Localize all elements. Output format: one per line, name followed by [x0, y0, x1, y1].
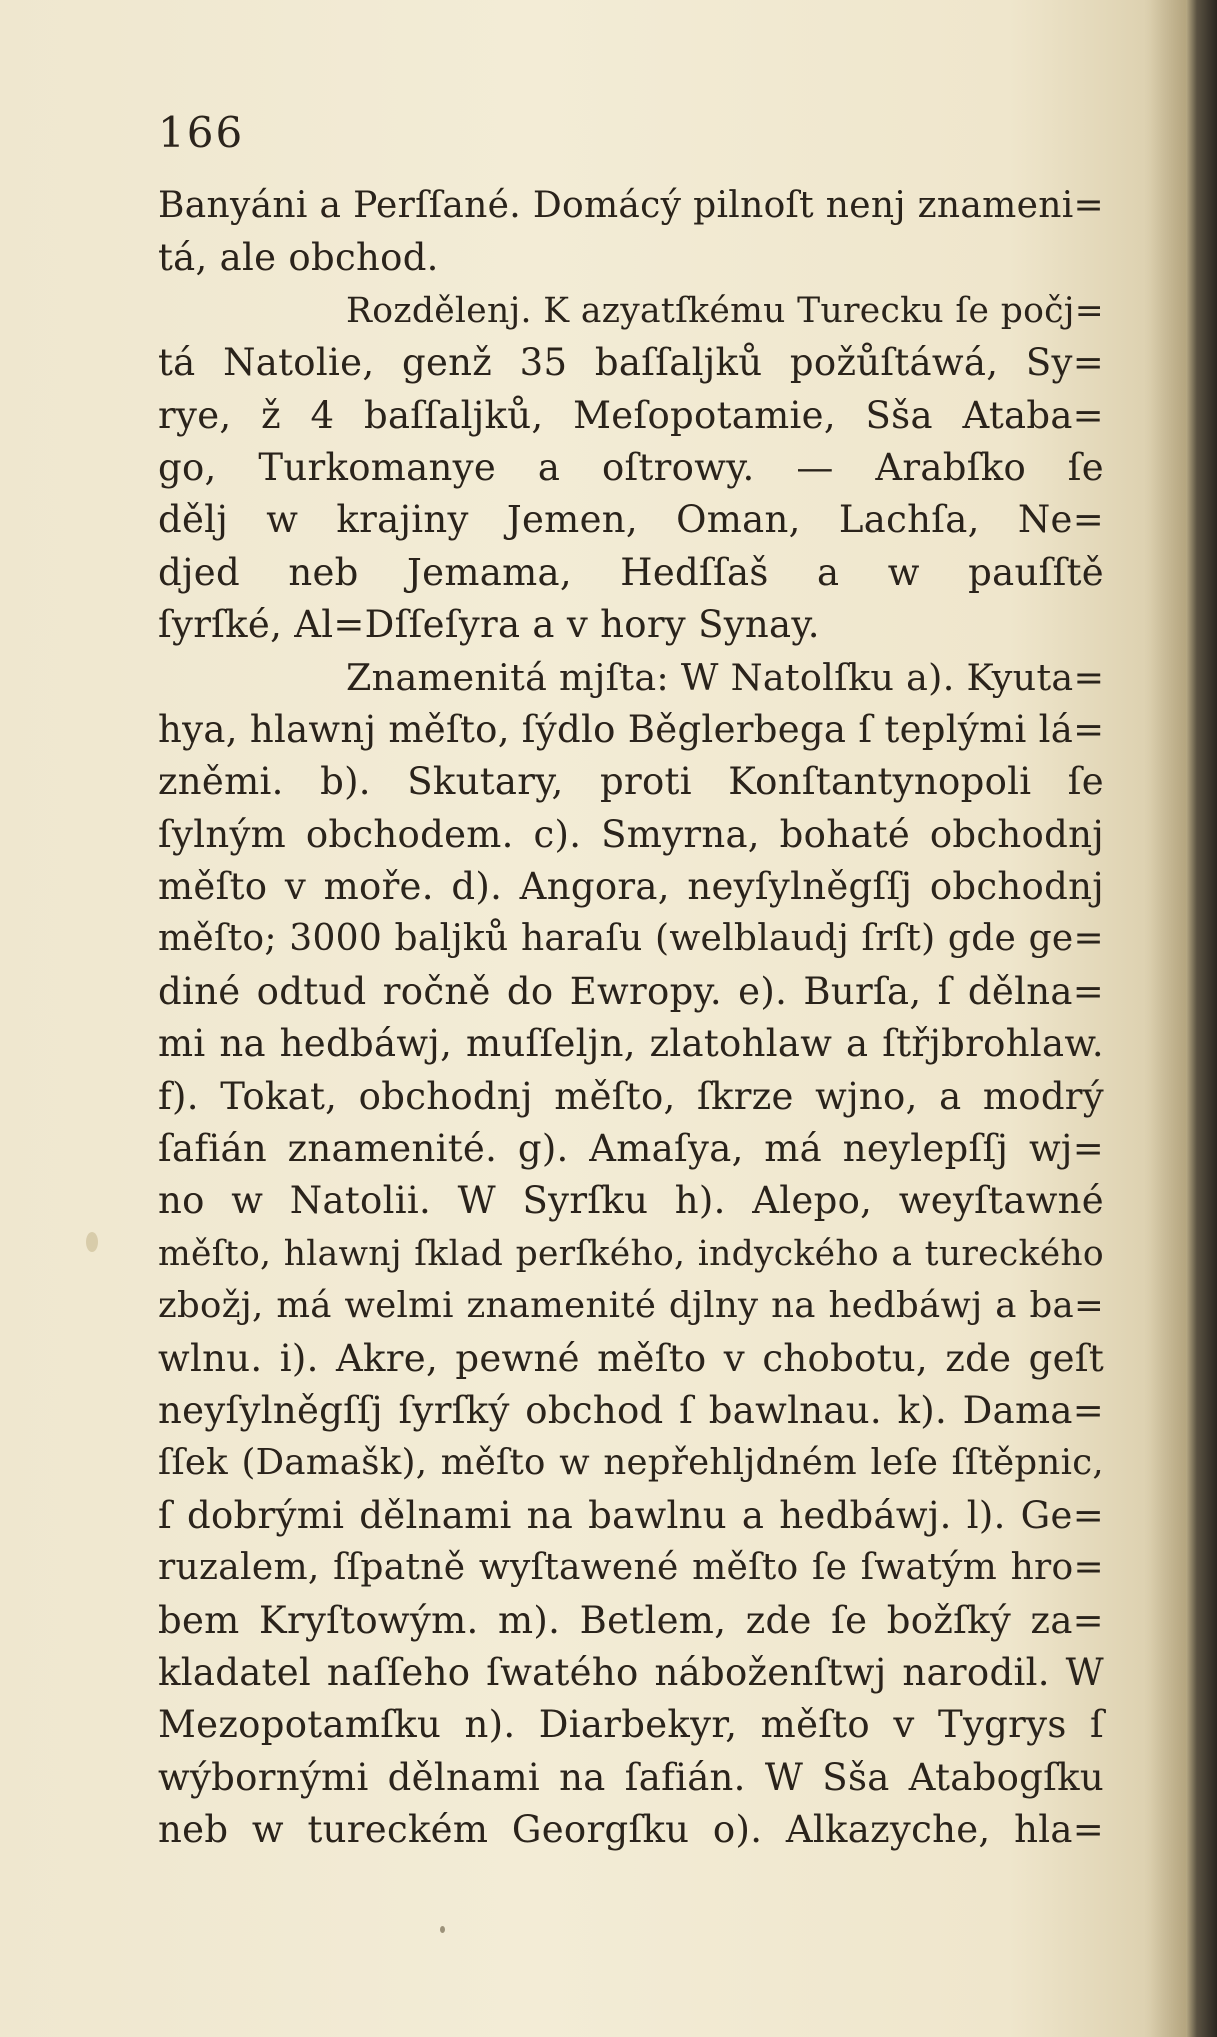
- paper-smudge: [86, 1232, 98, 1252]
- text-line: ſafián znamenité. g). Amaſya, má neylepſſj wj=: [158, 1127, 1104, 1171]
- text-line: měſto; 3000 baljků haraſu (welblaudj ſrſt) gde ge=: [158, 918, 1104, 960]
- text-line: djed neb Jemama, Hedſſaš a w pauſſtě: [158, 550, 1104, 594]
- text-line: mi na hedbáwj, muſſeljn, zlatohlaw a ſtřjbrohlaw.: [158, 1022, 1104, 1066]
- text-line: neyſylněgſſj ſyrſký obchod ſ bawlnau. k). Dama=: [158, 1388, 1104, 1432]
- text-line: tá, ale obchod.: [158, 236, 439, 280]
- text-line: měſto, hlawnj ſklad perſkého, indyckého a tureckého: [158, 1233, 1104, 1274]
- text-line: wlnu. i). Akre, pewné měſto v chobotu, zde geſt: [158, 1336, 1104, 1380]
- text-line: no w Natolii. W Syrſku h). Alepo, weyſtawné: [158, 1179, 1104, 1223]
- body-text: [158, 180, 1104, 1857]
- text-line: hya, hlawnj měſto, ſýdlo Běglerbega ſ teplými lá=: [158, 707, 1105, 751]
- text-line: bem Kryſtowým. m). Betlem, zde ſe božſký za=: [158, 1598, 1104, 1642]
- text-line: tá Natolie, genž 35 baſſaljků požůſtáwá, Sy=: [158, 341, 1104, 385]
- text-line: zněmi. b). Skutary, proti Konſtantynopoli ſe: [158, 760, 1104, 804]
- text-line: neb w tureckém Georgſku o). Alkazyche, hla=: [158, 1808, 1104, 1852]
- text-line: wýbornými dělnami na ſafián. W Sša Atabogſku: [158, 1755, 1104, 1799]
- text-line: ruzalem, ſſpatně wyſtawené měſto ſe ſwatým hro=: [158, 1547, 1104, 1589]
- text-line: ſyrſké, Al=Dſſeſyra a v hory Synay.: [158, 603, 820, 647]
- book-edge: [1186, 0, 1217, 2037]
- text-line: diné odtud ročně do Ewropy. e). Burſa, ſ dělna=: [158, 969, 1104, 1013]
- text-line: dělj w krajiny Jemen, Oman, Lachſa, Ne=: [158, 498, 1104, 542]
- page-fold-shadow: [1144, 0, 1186, 2037]
- text-line: rye, ž 4 baſſaljků, Meſopotamie, Sša Ataba=: [158, 393, 1104, 437]
- ink-speck: [440, 1926, 445, 1933]
- text-line: ſ dobrými dělnami na bawlnu a hedbáwj. l). Ge=: [158, 1493, 1104, 1537]
- text-line: Znamenitá mjſta: W Natolſku a). Kyuta=: [346, 655, 1105, 699]
- text-line: f). Tokat, obchodnj měſto, ſkrze wjno, a modrý: [158, 1074, 1104, 1118]
- text-line: zbožj, má welmi znamenité djlny na hedbáwj a ba=: [158, 1285, 1104, 1327]
- text-line: Rozdělenj. K azyatſkému Turecku ſe počj=: [346, 290, 1104, 331]
- text-line: kladatel naſſeho ſwatého náboženſtwj narodil. W: [158, 1650, 1104, 1694]
- text-line: Mezopotamſku n). Diarbekyr, měſto v Tygrys ſ: [158, 1703, 1104, 1747]
- text-line: ſylným obchodem. c). Smyrna, bohaté obchodnj: [158, 812, 1104, 856]
- text-line: go, Turkomanye a oſtrowy. — Arabſko ſe: [158, 445, 1104, 489]
- text-line: měſto v moře. d). Angora, neyſylněgſſj obchodnj: [158, 865, 1104, 909]
- text-line: ſſek (Damašk), měſto w nepřehljdném leſe ſſtěpnic,: [158, 1442, 1104, 1484]
- text-line: Banyáni a Perſſané. Domácý pilnoſt nenj znameni=: [158, 185, 1104, 226]
- page-number: 166: [158, 108, 245, 157]
